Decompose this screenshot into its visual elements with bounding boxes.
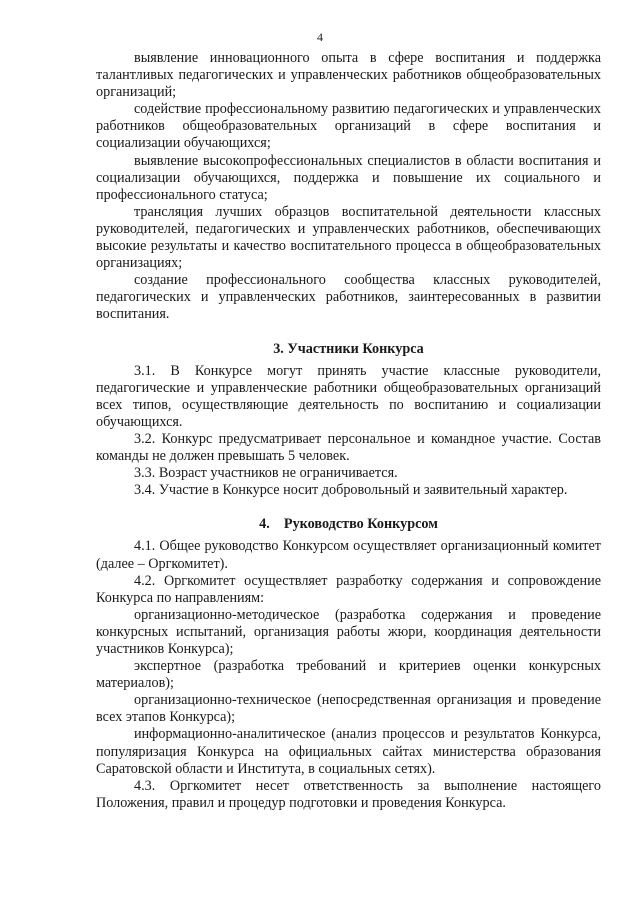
paragraph-goal-3: выявление высокопрофессиональных специалистов в области воспитания и социализации обучающихся, поддержка и повышение их социального и профессионального статуса; bbox=[96, 152, 601, 203]
paragraph-goal-2: содействие профессиональному развитию педагогических и управленческих работников общеобразовательных организаций в сфере воспитания и социализации обучающихся; bbox=[96, 101, 601, 152]
section-4-heading: 4. Руководство Конкурсом bbox=[259, 516, 438, 533]
paragraph-4-2: 4.2. Оргкомитет осуществляет разработку содержания и сопровождение Конкурса по направлениям: bbox=[96, 572, 601, 606]
section-3-heading: 3. Участники Конкурса bbox=[273, 340, 424, 357]
paragraph-3-2: 3.2. Конкурс предусматривает персональное и командное участие. Состав команды не должен превышать 5 человек. bbox=[96, 430, 601, 465]
paragraph-goal-4: трансляция лучших образцов воспитательной деятельности классных руководителей, педагогических и управленческих работников, обеспечивающих высокие результаты и качество воспитательного процесса в общеобразовательных организациях; bbox=[96, 203, 601, 272]
paragraph-4-2-direction-4: информационно-аналитическое (анализ процессов и результатов Конкурса, популяризация Конкурса на официальных сайтах министерства образования Саратовской области и Института, в социальных сетях). bbox=[96, 726, 601, 777]
paragraph-goal-5: создание профессионального сообщества классных руководителей, педагогических и управленческих работников, заинтересованных в развитии воспитания. bbox=[96, 272, 601, 323]
paragraph-goal-1: выявление инновационного опыта в сфере воспитания и поддержка талантливых педагогических и управленческих работников общеобразовательных организаций; bbox=[96, 50, 601, 101]
paragraph-3-4: 3.4. Участие в Конкурсе носит добровольный и заявительный характер. bbox=[134, 482, 568, 499]
paragraph-4-3: 4.3. Оргкомитет несет ответственность за выполнение настоящего Положения, правил и процедур подготовки и проведения Конкурса. bbox=[96, 777, 601, 811]
paragraph-4-2-direction-3: организационно-техническое (непосредственная организация и проведение всех этапов Конкурса); bbox=[96, 692, 601, 726]
document-body bbox=[96, 50, 601, 812]
paragraph-4-2-direction-1: организационно-методическое (разработка содержания и проведение конкурсных испытаний, организация работы жюри, координация деятельности участников Конкурса); bbox=[96, 606, 601, 657]
paragraph-3-3: 3.3. Возраст участников не ограничивается. bbox=[134, 465, 398, 482]
page-number: 4 bbox=[317, 30, 323, 44]
paragraph-4-2-direction-2: экспертное (разработка требований и критериев оценки конкурсных материалов); bbox=[96, 658, 601, 692]
paragraph-4-1: 4.1. Общее руководство Конкурсом осуществляет организационный комитет (далее – Оргкомитет). bbox=[96, 538, 601, 572]
paragraph-3-1: 3.1. В Конкурсе могут принять участие классные руководители, педагогические и управленческие работники общеобразовательных организаций всех типов, осуществляющие деятельность по воспитанию и социализации обучающихся. bbox=[96, 362, 601, 430]
